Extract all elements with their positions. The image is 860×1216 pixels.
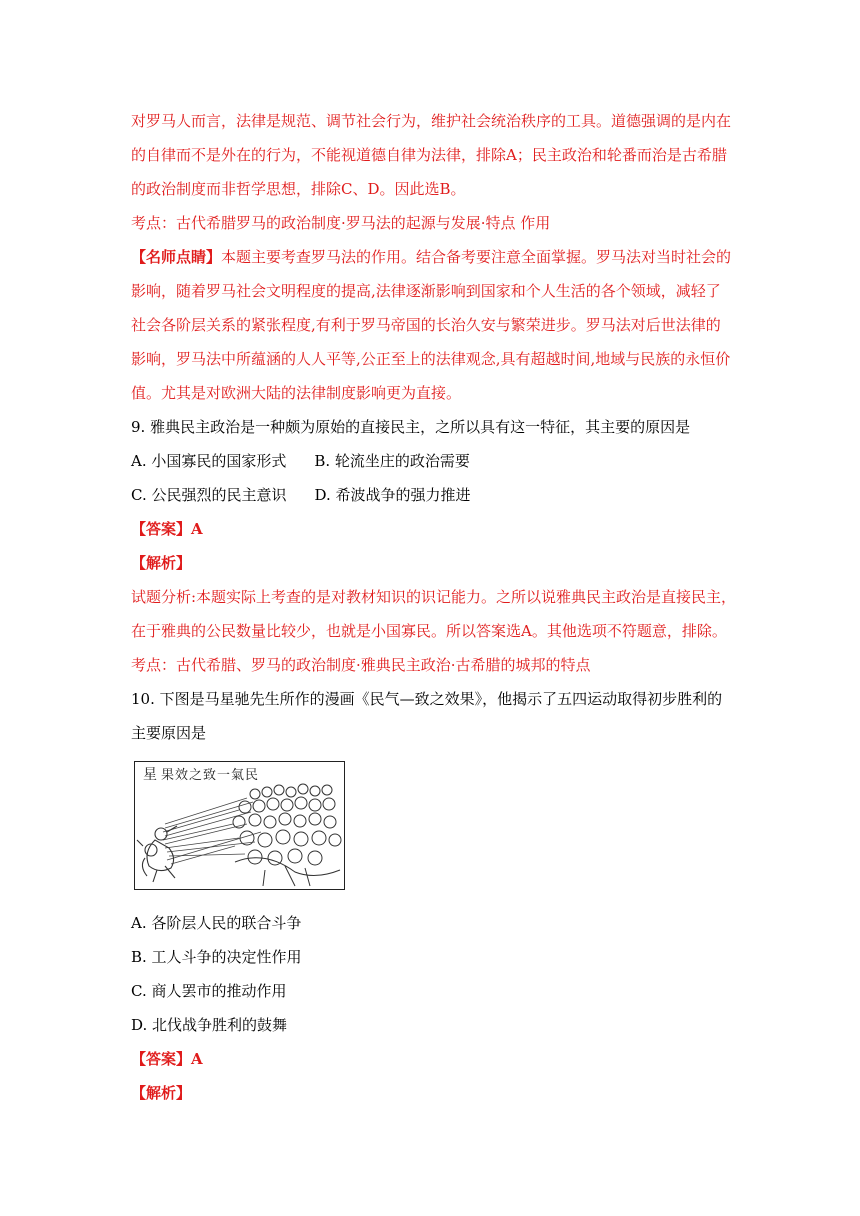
question-9-analysis-label: 【解析】 [131, 554, 192, 572]
option-d: D. 希波战争的强力推进 [314, 486, 471, 504]
question-10-stem-line: 主要原因是 [131, 724, 207, 742]
question-9-analysis-line: 试题分析:本题实际上考查的是对教材知识的识记能力。之所以说雅典民主政治是直接民主， [131, 588, 737, 606]
option-c: C. 公民强烈的民主意识 [131, 486, 287, 504]
teacher-note-line [131, 246, 731, 268]
teacher-note-line: 影响，随着罗马社会文明程度的提高,法律逐渐影响到国家和个人生活的各个领域，减轻了 [131, 282, 721, 300]
exam-point: 考点：古代希腊罗马的政治制度·罗马法的起源与发展·特点 作用 [131, 214, 551, 232]
teacher-note-line: 社会各阶层关系的紧张程度,有利于罗马帝国的长治久安与繁荣进步。罗马法对后世法律的 [131, 316, 721, 334]
question-9-stem: 9. 雅典民主政治是一种颇为原始的直接民主，之所以具有这一特征，其主要的原因是 [131, 418, 691, 436]
explanation-line: 对罗马人而言，法律是规范、调节社会行为，维护社会统治秩序的工具。道德强调的是内在 [131, 112, 732, 130]
question-9-answer: 【答案】A [131, 520, 203, 538]
crowd [233, 784, 341, 886]
cartoon-caption: 果效之致一氣民 [161, 768, 260, 783]
cartoon-image [134, 761, 345, 890]
option-a: A. 小国寡民的国家形式 [131, 452, 287, 470]
question-10-option: B. 工人斗争的决定性作用 [131, 948, 302, 966]
explanation-line: 的自律而不是外在的行为，不能视道德自律为法律，排除A；民主政治和轮番而治是古希腊 [131, 146, 727, 164]
question-9-options-row-2 [131, 484, 471, 506]
question-9-analysis-line: 在于雅典的公民数量比较少，也就是小国寡民。所以答案选A。其他选项不符题意，排除。 [131, 622, 727, 640]
question-10-option: D. 北伐战争胜利的鼓舞 [131, 1016, 288, 1034]
cartoon-signature: 星 [143, 767, 157, 783]
question-10-option: A. 各阶层人民的联合斗争 [131, 914, 302, 932]
question-10-analysis-label: 【解析】 [131, 1084, 192, 1102]
option-b: B. 轮流坐庄的政治需要 [314, 452, 470, 470]
question-9-exam-point: 考点：古代希腊、罗马的政治制度·雅典民主政治·古希腊的城邦的特点 [131, 656, 591, 674]
question-10-option: C. 商人罢市的推动作用 [131, 982, 287, 1000]
teacher-note-text: 本题主要考查罗马法的作用。结合备考要注意全面掌握。罗马法对当时社会的 [221, 248, 732, 266]
teacher-note-label: 【名师点睛】 [131, 248, 222, 266]
explanation-line: 的政治制度而非哲学思想，排除C、D。因此选B。 [131, 180, 466, 198]
teacher-note-line: 值。尤其是对欧洲大陆的法律制度影响更为直接。 [131, 384, 462, 402]
teacher-note-line: 影响，罗马法中所蕴涵的人人平等,公正至上的法律观念,具有超越时间,地域与民族的永恒价 [131, 350, 731, 368]
question-10-answer: 【答案】A [131, 1050, 203, 1068]
question-9-options-row-1 [131, 450, 470, 472]
question-10-stem-line: 10. 下图是马星驰先生所作的漫画《民气—致之效果》，他揭示了五四运动取得初步胜利的 [131, 690, 723, 708]
cartoon-drawing [135, 762, 343, 888]
